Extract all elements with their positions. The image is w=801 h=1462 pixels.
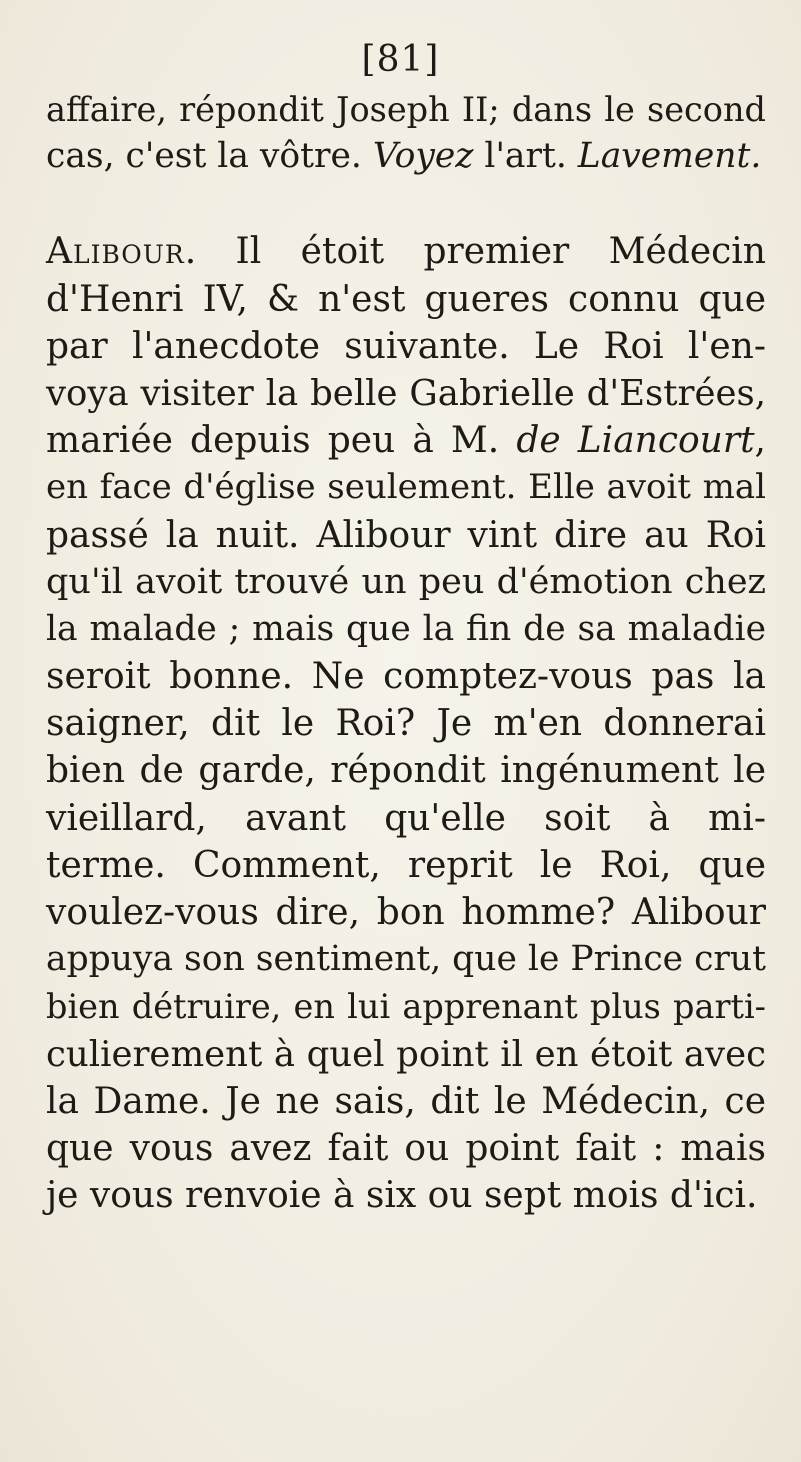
text-line: voulez-vous dire, bon homme? Alibour [46, 892, 766, 933]
text-line: passé la nuit. Alibour vint dire au Roi [46, 514, 766, 556]
italic-name: de Liancourt [516, 420, 755, 462]
text-line: la Dame. Je ne sais, dit le Médecin, ce [46, 1080, 766, 1122]
text-line: bien de garde, répondit ingénument le [46, 750, 766, 792]
text-line: en face d'église seulement. Elle avoit mal [46, 467, 766, 508]
text-line: je vous renvoie à six ou sept mois d'ici. [46, 1175, 758, 1217]
text-line: bien détruire, en lui apprenant plus parti- [46, 987, 766, 1027]
text-line: cas, c'est la vôtre. Voyez l'art. Lavement. [46, 136, 762, 177]
cross-reference-target: Lavement. [577, 136, 762, 177]
text-block [46, 86, 766, 1219]
text-line: qu'il avoit trouvé un peu d'émotion chez [46, 561, 766, 602]
text-line: seroit bonne. Ne comptez-vous pas la [46, 656, 766, 698]
text-line: d'Henri IV, & n'est gueres connu que [46, 278, 766, 320]
text-line: la malade ; mais que la fin de sa maladie [46, 608, 766, 649]
text-line: saigner, dit le Roi? Je m'en donnerai [46, 703, 766, 745]
entry-heading-line: Alibour. Il étoit premier Médecin [46, 231, 766, 273]
paragraph-gap [46, 180, 766, 228]
entry-headword: Alibour [46, 231, 185, 273]
cross-reference: Voyez [372, 136, 474, 177]
text-line: culierement à quel point il en étoit avec [46, 1033, 766, 1075]
page-number: [81] [361, 39, 440, 80]
text-line: affaire, répondit Joseph II; dans le second [46, 90, 766, 129]
text-line: vieillard, avant qu'elle soit à mi- [46, 797, 766, 839]
text-line: terme. Comment, reprit le Roi, que [46, 844, 766, 886]
text-line: que vous avez fait ou point fait : mais [46, 1127, 766, 1169]
text-line: voya visiter la belle Gabrielle d'Estrées, [46, 372, 766, 414]
text-line: appuya son sentiment, que le Prince crut [46, 939, 766, 980]
text-line: mariée depuis peu à M. de Liancourt, [46, 420, 766, 462]
text-line: par l'anecdote suivante. Le Roi l'en- [46, 325, 766, 367]
